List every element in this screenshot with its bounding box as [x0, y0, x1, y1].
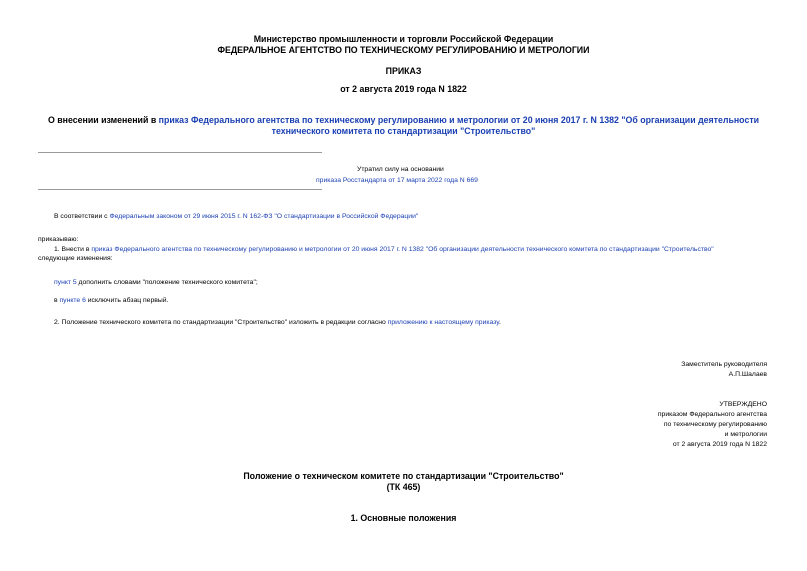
- sub-item-2-prefix: в: [54, 297, 60, 304]
- sub-item-2: [54, 296, 168, 305]
- basis-prefix: В соответствии с: [54, 213, 110, 220]
- document-date: от 2 августа 2019 года N 1822: [340, 84, 467, 94]
- basis-paragraph: [54, 212, 418, 221]
- title-prefix: О внесении изменений в: [47, 115, 159, 125]
- agency-name: ФЕДЕРАЛЬНОЕ АГЕНТСТВО ПО ТЕХНИЧЕСКОМУ РЕГУЛИРОВАНИЮ И МЕТРОЛОГИИ: [217, 45, 590, 55]
- title-link-amended-order-cont[interactable]: технического комитета по стандартизации "Строительство": [271, 126, 536, 136]
- signature-role: Заместитель руководителя: [681, 361, 767, 368]
- approval-line-5: от 2 августа 2019 года N 1822: [672, 441, 767, 448]
- appendix-code: (ТК 465): [386, 482, 421, 492]
- status-revoking-order-link[interactable]: приказа Росстандарта от 17 марта 2022 года N 669: [316, 177, 478, 184]
- approval-line-4: и метрологии: [724, 431, 767, 438]
- item-1: [54, 245, 714, 254]
- order-word: приказываю:: [38, 236, 79, 243]
- item-2-text: 2. Положение технического комитета по стандартизации "Строительство" изложить в редакции согласно: [54, 319, 388, 326]
- ministry-name: Министерство промышленности и торговли Российской Федерации: [253, 34, 554, 44]
- item-2: [54, 318, 501, 327]
- sub-item-1-text: дополнить словами "положение технического комитета";: [76, 279, 258, 286]
- divider-top: [38, 152, 322, 153]
- item-1-order-link[interactable]: приказ Федерального агентства по техническому регулированию и метрологии от 20 июня 2017 г. N 1382 "Об организации деятельности технического комитета по стандартизации "Строительство": [91, 246, 714, 253]
- point-6-link[interactable]: пункте 6: [59, 297, 86, 304]
- signature-name: А.П.Шалаев: [728, 371, 767, 378]
- divider-bottom: [38, 189, 322, 190]
- approval-line-2: приказом Федерального агентства: [657, 411, 767, 418]
- sub-item-1: [54, 278, 258, 287]
- appendix-title: Положение о техническом комитете по стандартизации "Строительство": [243, 471, 564, 481]
- appendix-link[interactable]: приложению к настоящему приказу: [387, 319, 499, 326]
- section-1-heading: 1. Основные положения: [350, 513, 457, 523]
- federal-law-link[interactable]: Федеральным законом от 29 июня 2015 г. N 162-ФЗ "О стандартизации в Российской Федерации": [109, 213, 419, 220]
- item-1-suffix: следующие изменения:: [38, 255, 113, 262]
- item-2-end: .: [498, 319, 501, 326]
- title-link-amended-order[interactable]: приказ Федерального агентства по техническому регулированию и метрологии от 20 июня 2017 г. N 1382 "Об организации деятельности: [158, 115, 760, 125]
- point-5-link[interactable]: пункт 5: [54, 279, 77, 286]
- approval-heading: УТВЕРЖДЕНО: [719, 401, 767, 408]
- item-1-prefix: 1. Внести в: [54, 246, 92, 253]
- status-revoked: Утратил силу на основании: [357, 166, 444, 173]
- sub-item-2-text: исключить абзац первый.: [85, 297, 169, 304]
- approval-line-3: по техническому регулированию: [663, 421, 767, 428]
- document-title: [0, 115, 807, 126]
- document-type: ПРИКАЗ: [385, 66, 422, 76]
